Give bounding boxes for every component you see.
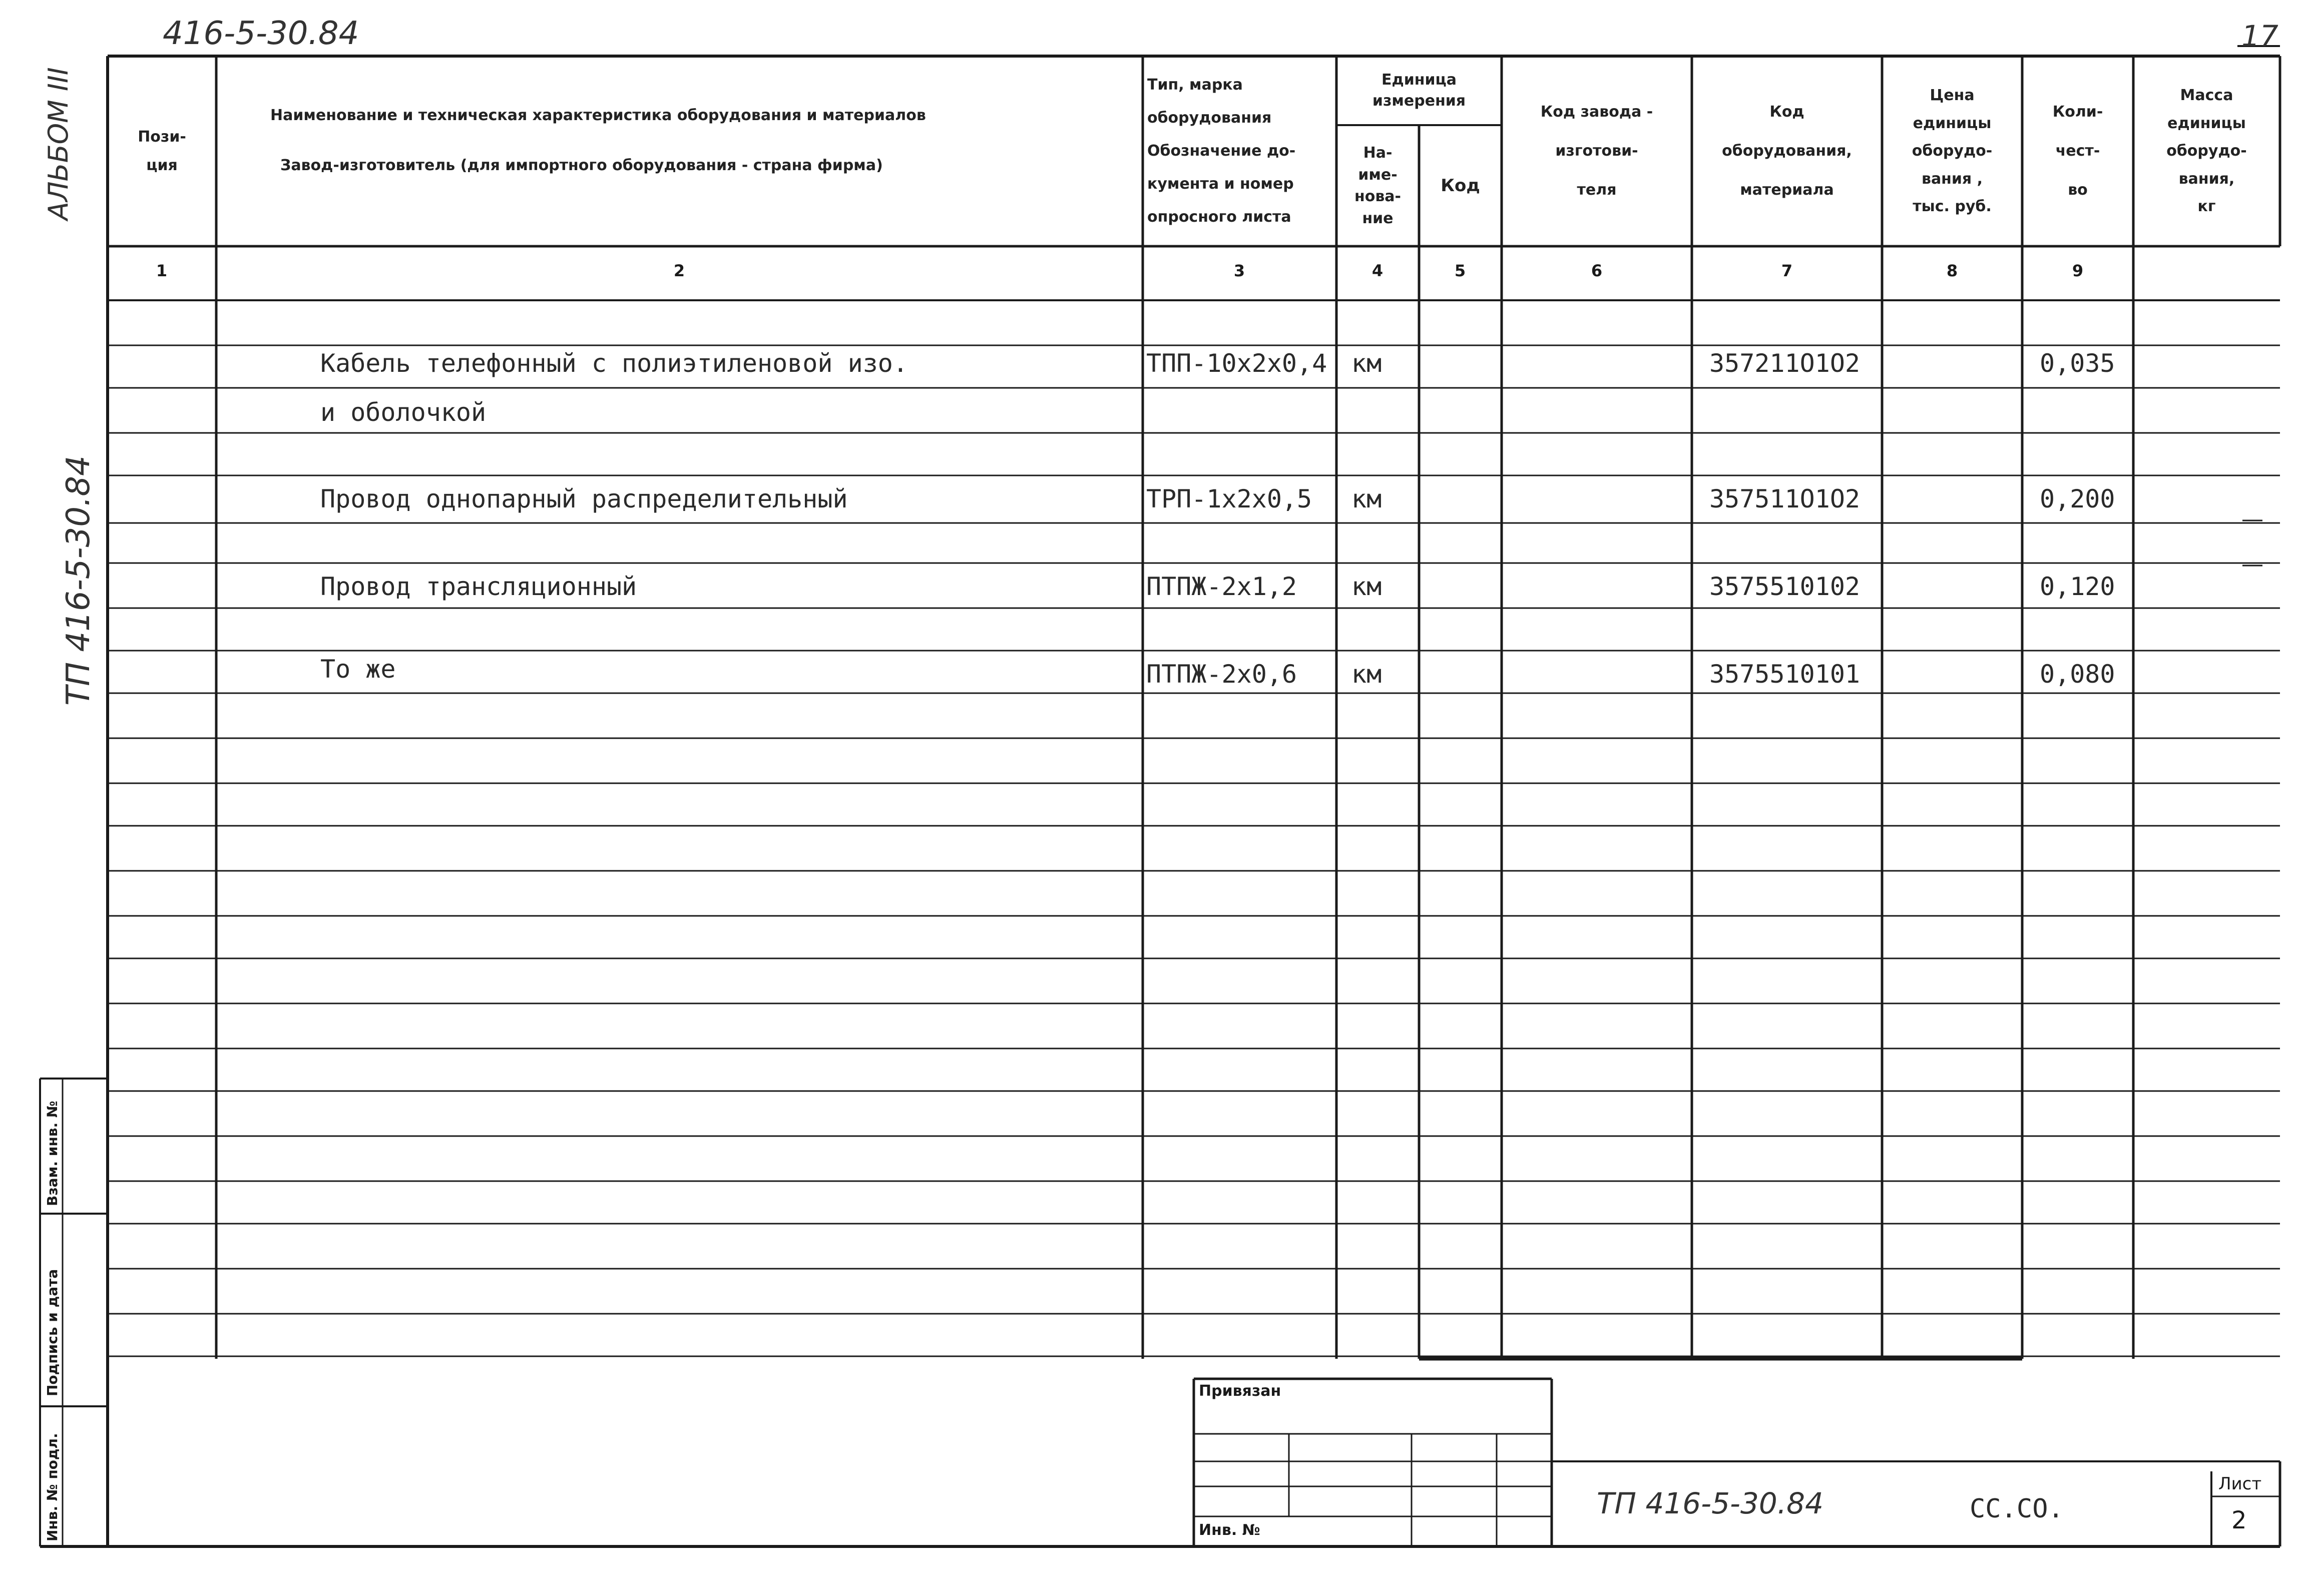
privyazan-label: Привязан [1199,1382,1281,1400]
row-name: Кабель телефонный с полиэтиленовой изо. [320,349,908,378]
column-number: 8 [1946,261,1958,280]
header-manufacturer: Завод-изготовитель (для импортного оборудования - страна фирма) [280,156,883,174]
row-quantity: 0,200 [2040,484,2115,513]
header-type: Тип, марка оборудования Обозначение до- кумента и номер опросного листа [1147,76,1296,226]
column-number: 2 [673,261,685,280]
column-number: 7 [1781,261,1793,280]
column-number: 9 [2072,261,2084,280]
original-inventory-label: Инв. № подл. [44,1433,61,1541]
sheet-label: Лист [2218,1474,2262,1494]
row-unit: км [1351,572,1382,601]
row-type: ПТПЖ-2х1,2 [1146,572,1297,601]
row-name: То же [320,655,396,684]
album-label: АЛЬБОМ III [43,67,74,220]
stamp-document-code: ТП 416-5-30.84 [1597,1486,1823,1520]
header-unit-mass: Масса единицы оборудо- вания, кг [2166,87,2247,216]
row-code: 357211О1О2 [1709,349,1861,378]
header-unit-code: Код [1441,175,1480,196]
column-number: 4 [1371,261,1383,280]
signature-date-label: Подпись и дата [44,1269,61,1396]
row-code: 3575510102 [1709,572,1861,601]
side-document-code: ТП 416-5-30.84 [60,455,97,706]
row-type: ПТПЖ-2х0,6 [1146,660,1297,689]
sheet-number: 2 [2231,1506,2247,1534]
row-unit: км [1351,349,1382,378]
inventory-number-label: Инв. № [1199,1521,1260,1539]
document-reference: 416-5-30.84 [163,15,359,52]
row-name: Провод трансляционный [320,572,637,601]
stamp-section-code: СС.СО. [1970,1494,2064,1524]
row-unit: км [1351,660,1382,689]
header-quantity: Коли- чест- во [2052,103,2103,199]
header-position: Пози- ция [138,128,186,174]
row-code: 357511О1О2 [1709,484,1861,513]
row-type: ТПП-10х2х0,4 [1146,349,1327,378]
column-number: 5 [1454,261,1466,280]
row-quantity: 0,035 [2040,349,2115,378]
column-number: 1 [156,261,168,280]
header-unit-name: На- име- нова- ние [1354,144,1402,227]
header-factory-code: Код завода - изготови- теля [1540,103,1653,199]
header-unit-group: Единица измерения [1372,71,1466,110]
column-number: 6 [1591,261,1603,280]
header-equipment-code: Код оборудования, материала [1722,103,1852,199]
header-unit-price: Цена единицы оборудо- вания , тыс. руб. [1912,87,1993,216]
header-name: Наименование и техническая характеристика оборудования и материалов [270,106,926,124]
row-code: 3575510101 [1709,660,1861,689]
row-name: и оболочкой [320,398,487,427]
row-type: ТРП-1х2х0,5 [1146,484,1312,513]
row-quantity: 0,080 [2040,660,2115,689]
replaced-inventory-label: Взам. инв. № [44,1101,61,1206]
column-number: 3 [1233,261,1245,280]
row-quantity: 0,120 [2040,572,2115,601]
sheet-corner-number: 17 [2241,19,2278,53]
row-unit: км [1351,484,1382,513]
row-name: Провод однопарный распределительный [320,484,848,513]
